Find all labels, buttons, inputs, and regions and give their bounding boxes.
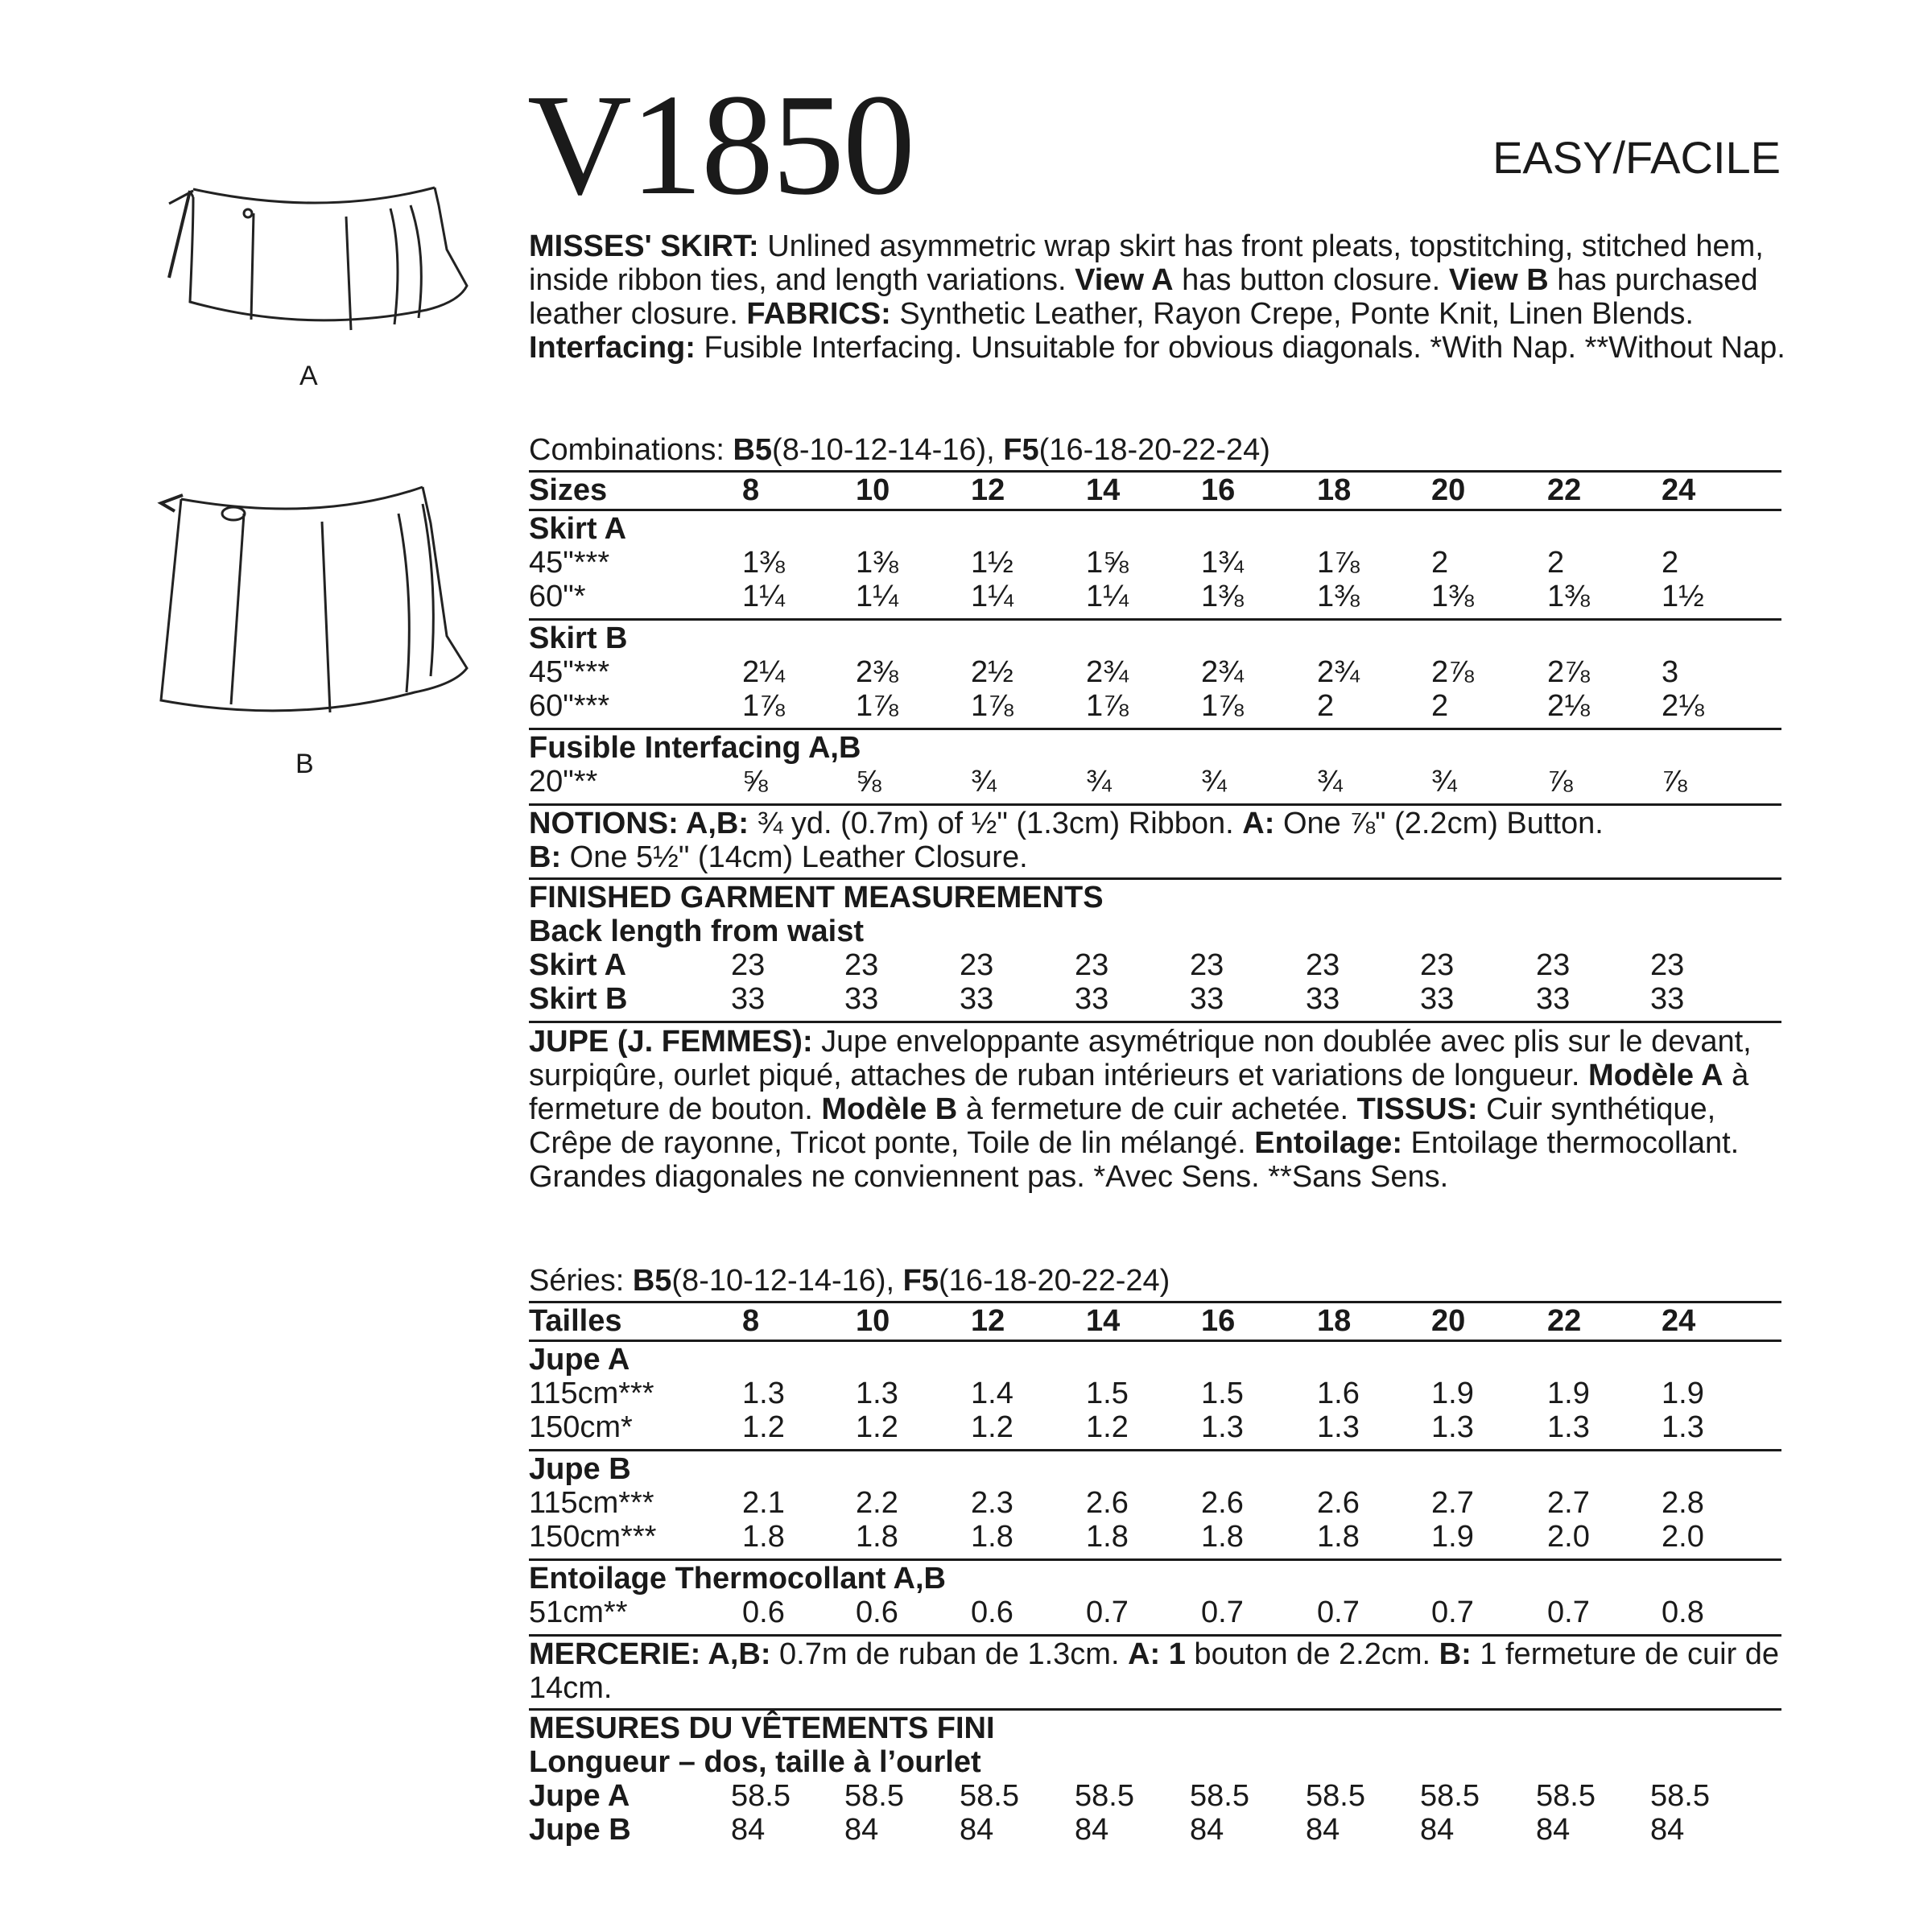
table-cell: 3 [1662,655,1679,689]
sizes-header: Tailles [529,1304,622,1338]
table-cell: ⅞ [1662,765,1687,799]
finished-cell: 84 [1420,1813,1455,1847]
en-combo-text-run: (8-10-12-14-16), [772,433,1004,467]
table-cell: 2⅛ [1547,689,1590,723]
english-notions-bold-run: NOTIONS: A,B: [529,807,749,840]
view-b-label: B [295,749,314,779]
en-desc-text-run: has purchased leather closure. [529,263,1758,331]
finished-cell: 58.5 [960,1779,1019,1813]
fr-combo-bold-run: F5 [902,1264,939,1298]
finished-row-label: Jupe A [529,1779,630,1813]
finished-cell: 33 [1650,982,1685,1016]
fr-combo-text-run: (8-10-12-14-16), [671,1264,903,1298]
fr-combo-text-run: (16-18-20-22-24) [939,1264,1170,1298]
table-divider [529,618,1781,621]
french-combinations [529,1264,1170,1298]
finished-row-label: Skirt A [529,948,627,982]
table-cell: ⅝ [742,765,768,799]
table-divider [529,509,1781,511]
en-desc-bold-run: View A [1075,263,1174,297]
table-cell: 2⅜ [856,655,898,689]
table-cell: 2 [1431,689,1449,723]
table-cell: 1.8 [971,1520,1013,1554]
finished-cell: 23 [844,948,879,982]
table-cell: 2¾ [1201,655,1244,689]
finished-cell: 33 [1536,982,1571,1016]
table-divider [529,1340,1781,1342]
table-cell: 1.6 [1317,1377,1360,1410]
row-label: 60"*** [529,689,610,723]
skirt-a-drawing [161,181,475,350]
en-combo-bold-run: B5 [733,433,773,467]
finished-cell: 84 [844,1813,879,1847]
finished-cell: 58.5 [731,1779,791,1813]
french-notions-bold-run: MERCERIE: A,B: [529,1637,771,1671]
fr-combo-text-run: Séries: [529,1264,633,1298]
fr-desc-bold-run: Modèle A [1588,1059,1724,1092]
english-description [529,229,1789,365]
table-cell: 0.6 [742,1596,785,1629]
pattern-number: V1850 [527,64,914,225]
finished-cell: 58.5 [1306,1779,1365,1813]
finished-cell: 33 [1190,982,1224,1016]
size-header: 10 [856,473,890,507]
size-header: 8 [742,1304,760,1338]
french-notions-text-run: 1 fermeture de cuir de 14cm. [529,1637,1780,1705]
finished-cell: 33 [731,982,766,1016]
fr-desc-text-run: Jupe enveloppante asymétrique non doublée avec plis sur le devant, surpiqûre, ourlet piqué, attaches de ruban intérieurs et variations de longueur. [529,1025,1752,1092]
table-cell: 0.7 [1431,1596,1474,1629]
table-divider [529,877,1781,880]
table-cell: 2 [1662,546,1679,580]
fr-desc-bold-run: JUPE (J. FEMMES): [529,1025,813,1059]
table-cell: 1.5 [1201,1377,1244,1410]
table-cell: 1.8 [1201,1520,1244,1554]
en-desc-text-run: Synthetic Leather, Rayon Crepe, Ponte Knit, Linen Blends. [890,297,1694,331]
size-header: 18 [1317,473,1352,507]
french-notions [529,1637,1789,1705]
table-cell: 1.4 [971,1377,1013,1410]
table-cell: ¾ [1201,765,1227,799]
fr-desc-bold-run: Modèle B [821,1092,958,1126]
en-combo-bold-run: F5 [1003,433,1039,467]
size-header: 20 [1431,473,1466,507]
table-cell: 1.9 [1662,1377,1704,1410]
table-cell: 2.7 [1547,1486,1590,1520]
table-cell: 2 [1431,546,1449,580]
table-cell: 0.8 [1662,1596,1704,1629]
table-cell: 2.6 [1201,1486,1244,1520]
table-cell: 2 [1317,689,1335,723]
finished-cell: 84 [1536,1813,1571,1847]
fr-desc-bold-run: Entoilage: [1254,1126,1402,1160]
table-cell: 1.3 [742,1377,785,1410]
finished-row-label: Skirt B [529,982,628,1016]
table-cell: 1⅞ [971,689,1013,723]
row-label: 20"** [529,765,598,799]
table-cell: 1.2 [1086,1410,1129,1444]
english-notions-bold-run: A: [1242,807,1275,840]
table-cell: 0.6 [971,1596,1013,1629]
finished-cell: 84 [731,1813,766,1847]
section-heading: Entoilage Thermocollant A,B [529,1562,946,1596]
table-cell: 1⅝ [1086,546,1129,580]
table-cell: 1⅜ [1431,580,1474,613]
table-cell: 1½ [971,546,1013,580]
table-cell: 2¾ [1086,655,1129,689]
table-cell: 2.0 [1662,1520,1704,1554]
table-divider [529,1021,1781,1023]
table-cell: 0.7 [1086,1596,1129,1629]
table-cell: 2.6 [1317,1486,1360,1520]
english-combinations [529,433,1270,467]
size-header: 20 [1431,1304,1466,1338]
table-cell: 1.3 [1431,1410,1474,1444]
table-cell: 2.8 [1662,1486,1704,1520]
table-divider [529,1634,1781,1637]
en-desc-text-run: has button closure. [1173,263,1449,297]
table-cell: 1.3 [1317,1410,1360,1444]
table-cell: ¾ [1086,765,1112,799]
table-cell: 2.1 [742,1486,785,1520]
sizes-header: Sizes [529,473,608,507]
finished-cell: 84 [1650,1813,1685,1847]
english-notions-text-run: One 5½" (14cm) Leather Closure. [561,840,1028,874]
table-cell: 1.8 [856,1520,898,1554]
row-label: 115cm*** [529,1377,654,1410]
table-divider [529,803,1781,806]
table-cell: 1.9 [1547,1377,1590,1410]
table-cell: 1¾ [1201,546,1244,580]
english-notions-text-run: ¾ yd. (0.7m) of ½" (1.3cm) Ribbon. [749,807,1243,840]
finished-cell: 58.5 [1075,1779,1134,1813]
finished-cell: 58.5 [1650,1779,1710,1813]
finished-row-label: Jupe B [529,1813,631,1847]
english-notions-text-run: One ⅞" (2.2cm) Button. [1274,807,1604,840]
table-cell: 1½ [1662,580,1704,613]
table-cell: 2.3 [971,1486,1013,1520]
size-header: 10 [856,1304,890,1338]
table-cell: 0.7 [1201,1596,1244,1629]
row-label: 51cm** [529,1596,628,1629]
table-cell: 2⅞ [1431,655,1474,689]
table-cell: 1.3 [1547,1410,1590,1444]
table-cell: 2 [1547,546,1565,580]
section-heading: Skirt B [529,621,628,655]
finished-cell: 33 [1306,982,1340,1016]
size-header: 16 [1201,473,1236,507]
table-cell: 1.2 [742,1410,785,1444]
french-notions-text-run: 0.7m de ruban de 1.3cm. [770,1637,1129,1671]
finished-cell: 84 [960,1813,994,1847]
table-cell: 1⅜ [742,546,785,580]
english-notions [529,807,1789,874]
row-label: 115cm*** [529,1486,654,1520]
finished-cell: 33 [960,982,994,1016]
table-cell: 1⅞ [1317,546,1360,580]
table-cell: 0.6 [856,1596,898,1629]
size-header: 12 [971,473,1005,507]
view-a-label: A [299,361,318,391]
table-cell: 1⅞ [742,689,785,723]
table-cell: 1.8 [1086,1520,1129,1554]
en-desc-bold-run: Interfacing: [529,331,696,365]
en-combo-text-run: (16-18-20-22-24) [1038,433,1270,467]
finished-cell: 58.5 [1536,1779,1596,1813]
english-notions-bold-run: B: [529,840,562,874]
finished-subheading: Longueur – dos, taille à l’ourlet [529,1745,981,1779]
size-header: 24 [1662,1304,1696,1338]
en-combo-text-run: Combinations: [529,433,733,467]
table-cell: ⅞ [1547,765,1573,799]
size-header: 8 [742,473,760,507]
table-cell: 2.7 [1431,1486,1474,1520]
table-cell: 1.9 [1431,1520,1474,1554]
finished-cell: 23 [1306,948,1340,982]
row-label: 150cm* [529,1410,633,1444]
finished-cell: 23 [731,948,766,982]
table-divider [529,470,1781,473]
table-cell: 1.2 [971,1410,1013,1444]
table-cell: 0.7 [1317,1596,1360,1629]
section-heading: Jupe A [529,1343,630,1377]
en-desc-bold-run: View B [1448,263,1549,297]
table-divider [529,1449,1781,1451]
table-cell: 2¾ [1317,655,1360,689]
table-cell: 2½ [971,655,1013,689]
table-cell: 1.2 [856,1410,898,1444]
table-cell: 1⅜ [1201,580,1244,613]
finished-heading: MESURES DU VÊTEMENTS FINI [529,1711,995,1745]
en-desc-text-run: Unlined asymmetric wrap skirt has front pleats, topstitching, stitched hem, inside ribbon ties, and length variations. [529,229,1764,297]
fr-desc-text-run: à fermeture de cuir achetée. [957,1092,1357,1126]
fr-desc-text-run: Cuir synthétique, Crêpe de rayonne, Tricot ponte, Toile de lin mélangé. [529,1092,1716,1160]
section-heading: Fusible Interfacing A,B [529,731,861,765]
section-heading: Skirt A [529,512,627,546]
table-cell: ⅝ [856,765,881,799]
finished-cell: 33 [1420,982,1455,1016]
size-header: 14 [1086,473,1121,507]
table-cell: 1.3 [1662,1410,1704,1444]
table-cell: 2¼ [742,655,785,689]
table-cell: 2.6 [1086,1486,1129,1520]
row-label: 150cm*** [529,1520,657,1554]
finished-cell: 33 [844,982,879,1016]
table-divider [529,1301,1781,1303]
french-notions-bold-run: A: 1 [1128,1637,1186,1671]
finished-cell: 58.5 [1190,1779,1249,1813]
size-header: 14 [1086,1304,1121,1338]
finished-cell: 84 [1306,1813,1340,1847]
table-divider [529,1708,1781,1711]
finished-cell: 84 [1190,1813,1224,1847]
finished-cell: 23 [1190,948,1224,982]
table-cell: 1¼ [742,580,785,613]
table-cell: 2.0 [1547,1520,1590,1554]
table-cell: 2⅛ [1662,689,1704,723]
en-desc-bold-run: FABRICS: [746,297,891,331]
table-cell: ¾ [1317,765,1343,799]
table-cell: 1⅜ [856,546,898,580]
difficulty-label: EASY/FACILE [1492,132,1781,183]
table-cell: 1.9 [1431,1377,1474,1410]
table-cell: 1.8 [1317,1520,1360,1554]
row-label: 45"*** [529,655,610,689]
row-label: 60"* [529,580,586,613]
fr-desc-text-run: Entoilage thermocollant. Grandes diagonales ne conviennent pas. *Avec Sens. **Sans Sens. [529,1126,1740,1194]
table-cell: 1.3 [856,1377,898,1410]
finished-subheading: Back length from waist [529,914,864,948]
skirt-b-drawing [157,475,479,716]
finished-cell: 23 [1536,948,1571,982]
table-cell: 1¼ [971,580,1013,613]
section-heading: Jupe B [529,1452,631,1486]
finished-cell: 23 [960,948,994,982]
fr-desc-text-run: à fermeture de bouton. [529,1059,1749,1126]
fr-desc-bold-run: TISSUS: [1356,1092,1478,1126]
table-cell: ¾ [1431,765,1457,799]
finished-cell: 84 [1075,1813,1109,1847]
table-cell: 2.2 [856,1486,898,1520]
table-cell: 1⅞ [856,689,898,723]
size-header: 24 [1662,473,1696,507]
french-description [529,1025,1789,1194]
table-cell: ¾ [971,765,997,799]
table-cell: 1⅞ [1086,689,1129,723]
french-notions-bold-run: B: [1439,1637,1472,1671]
finished-cell: 58.5 [844,1779,904,1813]
table-cell: 2⅞ [1547,655,1590,689]
finished-cell: 58.5 [1420,1779,1480,1813]
finished-cell: 23 [1075,948,1109,982]
table-cell: 1.8 [742,1520,785,1554]
table-divider [529,1558,1781,1561]
table-cell: 0.7 [1547,1596,1590,1629]
size-header: 18 [1317,1304,1352,1338]
french-notions-text-run: bouton de 2.2cm. [1185,1637,1439,1671]
row-label: 45"*** [529,546,610,580]
finished-heading: FINISHED GARMENT MEASUREMENTS [529,881,1104,914]
finished-cell: 23 [1420,948,1455,982]
table-divider [529,728,1781,730]
en-desc-text-run: Fusible Interfacing. Unsuitable for obvious diagonals. *With Nap. **Without Nap. [695,331,1785,365]
size-header: 16 [1201,1304,1236,1338]
table-cell: 1⅜ [1317,580,1360,613]
table-cell: 1⅜ [1547,580,1590,613]
size-header: 22 [1547,1304,1582,1338]
table-cell: 1¼ [1086,580,1129,613]
finished-cell: 33 [1075,982,1109,1016]
en-desc-bold-run: MISSES' SKIRT: [529,229,759,263]
table-cell: 1.3 [1201,1410,1244,1444]
fr-combo-bold-run: B5 [632,1264,672,1298]
table-cell: 1⅞ [1201,689,1244,723]
size-header: 12 [971,1304,1005,1338]
size-header: 22 [1547,473,1582,507]
table-cell: 1¼ [856,580,898,613]
finished-cell: 23 [1650,948,1685,982]
table-cell: 1.5 [1086,1377,1129,1410]
